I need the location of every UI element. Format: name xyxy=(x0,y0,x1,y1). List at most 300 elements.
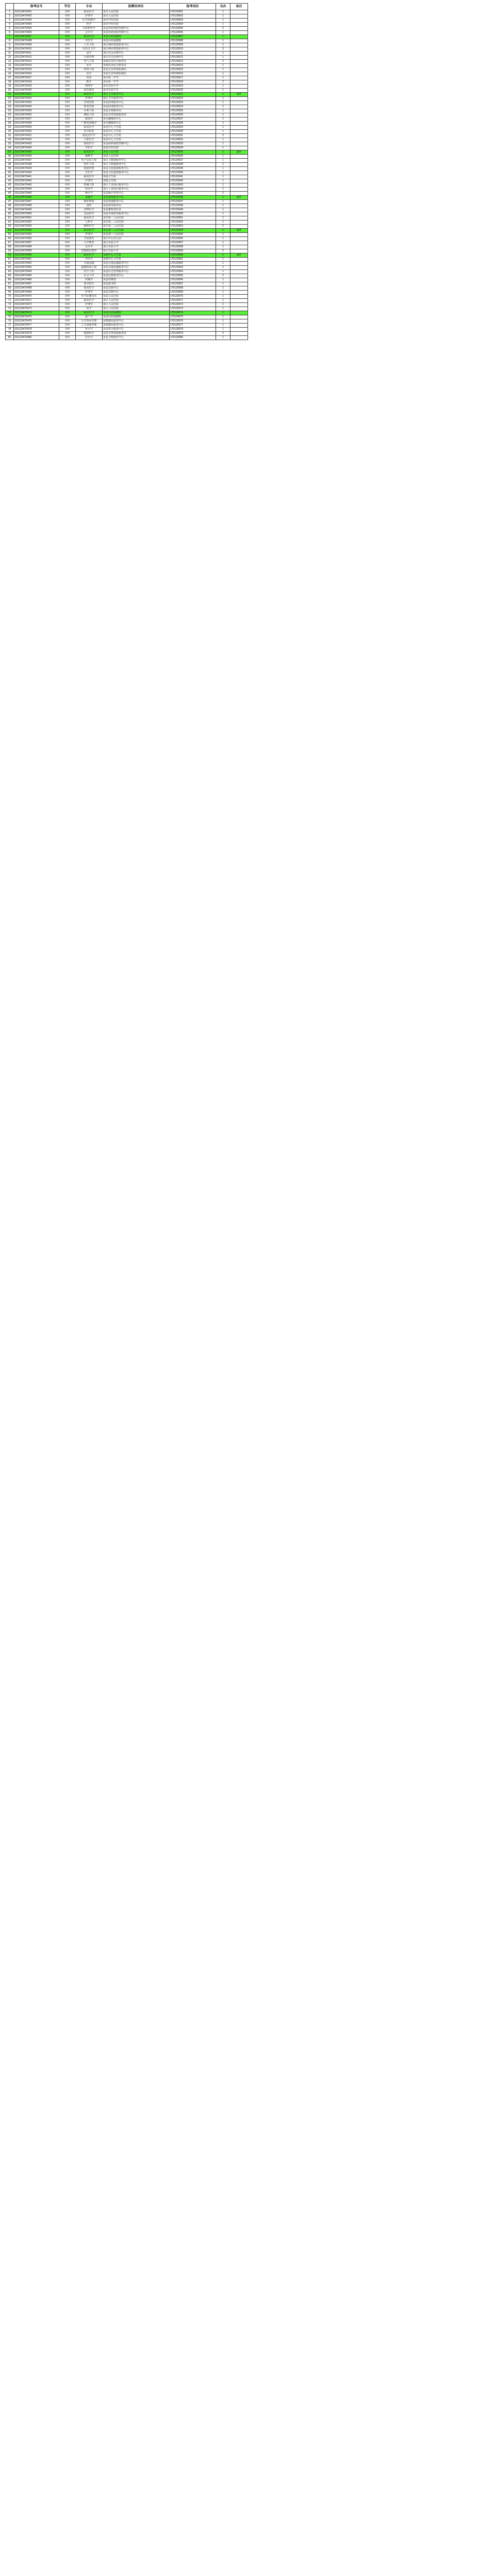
cell-major: 助产学 xyxy=(76,315,103,319)
cell-rank: 1 xyxy=(216,93,230,97)
cell-index: 11 xyxy=(6,52,14,56)
cell-major: 广播电视编导 xyxy=(76,122,103,126)
cell-unit: 某县妇幼保健院 xyxy=(103,315,170,319)
cell-rank: 2 xyxy=(216,27,230,31)
cell-unit: 某区城乡建设服务中心 xyxy=(103,47,170,52)
table-row xyxy=(6,64,248,68)
cell-index: 46 xyxy=(6,196,14,200)
cell-index: 72 xyxy=(6,303,14,307)
cell-education: 本科 xyxy=(59,117,76,122)
cell-post: 170120064 xyxy=(170,270,216,274)
cell-post: 170120074 xyxy=(170,311,216,315)
cell-unit: 某区人民医院 xyxy=(103,303,170,307)
cell-note xyxy=(230,105,248,109)
cell-index: 41 xyxy=(6,175,14,179)
cell-unit: 某区大数据服务中心 xyxy=(103,163,170,167)
cell-unit: 某县统计普查中心 xyxy=(103,192,170,196)
cell-major: 英语 xyxy=(76,76,103,80)
cell-education: 本科 xyxy=(59,19,76,23)
cell-education: 本科 xyxy=(59,183,76,188)
cell-note xyxy=(230,19,248,23)
cell-index: 15 xyxy=(6,68,14,72)
cell-rank: 2 xyxy=(216,163,230,167)
cell-education: 本科 xyxy=(59,23,76,27)
cell-exam-id: 310120470444 xyxy=(14,188,59,192)
cell-exam-id: 310120470455 xyxy=(14,233,59,237)
cell-exam-id: 310120470477 xyxy=(14,324,59,328)
cell-note xyxy=(230,266,248,270)
cell-post: 170120025 xyxy=(170,109,216,113)
cell-major: 护理学 xyxy=(76,179,103,183)
cell-index: 27 xyxy=(6,117,14,122)
cell-post: 170120004 xyxy=(170,23,216,27)
cell-unit: 某县档案馆 xyxy=(103,278,170,282)
cell-rank: 1 xyxy=(216,76,230,80)
cell-education: 本科 xyxy=(59,43,76,47)
cell-index: 30 xyxy=(6,130,14,134)
cell-post: 170120047 xyxy=(170,200,216,204)
cell-index: 76 xyxy=(6,319,14,324)
cell-index: 65 xyxy=(6,274,14,278)
table-row xyxy=(6,56,248,60)
cell-unit: 某市融媒体中心 xyxy=(103,122,170,126)
cell-post: 170120010 xyxy=(170,47,216,52)
cell-education: 本科 xyxy=(59,150,76,155)
cell-rank: 1 xyxy=(216,270,230,274)
cell-education: 本科 xyxy=(59,212,76,216)
cell-post: 170120058 xyxy=(170,245,216,249)
cell-note xyxy=(230,84,248,89)
table-row xyxy=(6,204,248,208)
cell-exam-id: 310120470413 xyxy=(14,60,59,64)
cell-major: 环境工程 xyxy=(76,68,103,72)
cell-education: 本科 xyxy=(59,311,76,315)
cell-index: 37 xyxy=(6,159,14,163)
cell-post: 170120027 xyxy=(170,117,216,122)
cell-unit: 某市第二人民医院 xyxy=(103,221,170,225)
table-row xyxy=(6,183,248,188)
cell-major: 体育教育 xyxy=(76,89,103,93)
cell-major: 临床医学 xyxy=(76,311,103,315)
cell-post: 170120072 xyxy=(170,303,216,307)
cell-unit: 某县疾病预防控制中心 xyxy=(103,31,170,35)
cell-major: 护理学 xyxy=(76,233,103,237)
table-row xyxy=(6,188,248,192)
cell-rank: 1 xyxy=(216,258,230,262)
cell-exam-id: 310120470454 xyxy=(14,229,59,233)
cell-index: 28 xyxy=(6,122,14,126)
cell-index: 39 xyxy=(6,167,14,171)
cell-index: 33 xyxy=(6,142,14,146)
cell-exam-id: 310120470435 xyxy=(14,150,59,155)
table-row xyxy=(6,299,248,303)
cell-education: 本科 xyxy=(59,295,76,299)
cell-index: 23 xyxy=(6,101,14,105)
cell-unit: 某县人民医院 xyxy=(103,150,170,155)
cell-post: 170120036 xyxy=(170,155,216,159)
cell-major: 精神医学 xyxy=(76,225,103,229)
cell-unit: 某市第一中学 xyxy=(103,76,170,80)
cell-index: 3 xyxy=(6,19,14,23)
cell-exam-id: 310120470457 xyxy=(14,241,59,245)
cell-index: 71 xyxy=(6,299,14,303)
cell-rank: 1 xyxy=(216,286,230,291)
cell-note xyxy=(230,31,248,35)
table-row xyxy=(6,60,248,64)
cell-exam-id: 310120470430 xyxy=(14,130,59,134)
cell-rank: 1 xyxy=(216,216,230,221)
cell-index: 47 xyxy=(6,200,14,204)
cell-index: 40 xyxy=(6,171,14,175)
cell-index: 7 xyxy=(6,35,14,39)
cell-index: 24 xyxy=(6,105,14,109)
table-row xyxy=(6,80,248,84)
cell-education: 本科 xyxy=(59,274,76,278)
cell-note xyxy=(230,245,248,249)
table-row xyxy=(6,23,248,27)
cell-post: 170120055 xyxy=(170,233,216,237)
cell-index: 51 xyxy=(6,216,14,221)
cell-post: 170120062 xyxy=(170,262,216,266)
cell-post: 170120057 xyxy=(170,241,216,245)
table-row xyxy=(6,233,248,237)
table-row xyxy=(6,208,248,212)
cell-exam-id: 310120470442 xyxy=(14,179,59,183)
cell-index: 58 xyxy=(6,245,14,249)
cell-major: 医学影像技术 xyxy=(76,295,103,299)
cell-note xyxy=(230,23,248,27)
table-row xyxy=(6,10,248,14)
cell-unit: 某县自然资源服务站 xyxy=(103,113,170,117)
cell-education: 本科 xyxy=(59,204,76,208)
cell-education: 本科 xyxy=(59,221,76,225)
cell-exam-id: 310120470434 xyxy=(14,146,59,150)
cell-unit: 某县第三人民医院 xyxy=(103,229,170,233)
cell-note xyxy=(230,89,248,93)
cell-rank: 1 xyxy=(216,130,230,134)
cell-major: 小学教育 xyxy=(76,241,103,245)
table-body xyxy=(6,10,248,340)
cell-major: 临床医学 xyxy=(76,150,103,155)
cell-exam-id: 310120470466 xyxy=(14,278,59,282)
cell-major: 口腔医学 xyxy=(76,138,103,142)
cell-note xyxy=(230,286,248,291)
cell-note xyxy=(230,35,248,39)
cell-major: 社会工作 xyxy=(76,274,103,278)
col-header-major: 专业 xyxy=(76,4,103,10)
cell-rank: 1 xyxy=(216,64,230,68)
cell-post: 170120021 xyxy=(170,93,216,97)
cell-unit: 某县林业服务站 xyxy=(103,204,170,208)
cell-rank: 1 xyxy=(216,113,230,117)
cell-post: 170120008 xyxy=(170,39,216,43)
cell-major: 临床医学 xyxy=(76,126,103,130)
cell-index: 52 xyxy=(6,221,14,225)
cell-note xyxy=(230,60,248,64)
table-row xyxy=(6,122,248,126)
cell-education: 本科 xyxy=(59,89,76,93)
cell-post: 170120059 xyxy=(170,249,216,253)
cell-note xyxy=(230,72,248,76)
table-row xyxy=(6,105,248,109)
cell-post: 170120005 xyxy=(170,27,216,31)
table-row xyxy=(6,93,248,97)
cell-index: 22 xyxy=(6,97,14,101)
cell-education: 本科 xyxy=(59,192,76,196)
cell-post: 170120032 xyxy=(170,138,216,142)
table-row xyxy=(6,221,248,225)
cell-major: 计算机科学 xyxy=(76,27,103,31)
cell-rank: 1 xyxy=(216,10,230,14)
cell-education: 本科 xyxy=(59,130,76,134)
cell-unit: 某镇卫生院 xyxy=(103,175,170,179)
table-row xyxy=(6,97,248,101)
cell-major: 图书馆学 xyxy=(76,282,103,286)
col-header-unit: 拟聘用单位 xyxy=(103,4,170,10)
cell-education: 本科 xyxy=(59,278,76,282)
cell-major: 园林 xyxy=(76,204,103,208)
cell-post: 170120052 xyxy=(170,221,216,225)
cell-rank: 1 xyxy=(216,324,230,328)
cell-post: 170120007 xyxy=(170,35,216,39)
cell-unit: 某县商务服务中心 xyxy=(103,105,170,109)
cell-unit: 某县疾病预防控制中心 xyxy=(103,27,170,31)
cell-education: 本科 xyxy=(59,155,76,159)
cell-education: 本科 xyxy=(59,266,76,270)
cell-exam-id: 310120470416 xyxy=(14,72,59,76)
cell-post: 170120018 xyxy=(170,80,216,84)
cell-major: 旅游管理 xyxy=(76,167,103,171)
cell-major: 护理学 xyxy=(76,291,103,295)
cell-major: 医学检验 xyxy=(76,130,103,134)
cell-rank: 1 xyxy=(216,212,230,216)
cell-rank: 3 xyxy=(216,47,230,52)
cell-note xyxy=(230,43,248,47)
cell-education: 本科 xyxy=(59,233,76,237)
cell-education: 本科 xyxy=(59,60,76,64)
cell-unit: 某县自然资源服务站 xyxy=(103,332,170,336)
cell-major: 临床医学 xyxy=(76,10,103,14)
cell-index: 1 xyxy=(6,10,14,14)
cell-exam-id: 310120470443 xyxy=(14,183,59,188)
cell-education: 本科 xyxy=(59,56,76,60)
cell-education: 本科 xyxy=(59,134,76,138)
cell-index: 50 xyxy=(6,212,14,216)
cell-unit: 某县急救中心 xyxy=(103,286,170,291)
cell-note xyxy=(230,225,248,229)
cell-note xyxy=(230,307,248,311)
cell-index: 9 xyxy=(6,43,14,47)
cell-rank: 1 xyxy=(216,188,230,192)
cell-rank: 1 xyxy=(216,171,230,175)
table-row xyxy=(6,332,248,336)
cell-exam-id: 310120470463 xyxy=(14,266,59,270)
cell-unit: 某市人民医院 xyxy=(103,10,170,14)
cell-education: 本科 xyxy=(59,324,76,328)
table-row xyxy=(6,291,248,295)
cell-exam-id: 310120470418 xyxy=(14,80,59,84)
cell-rank: 1 xyxy=(216,31,230,35)
cell-note xyxy=(230,117,248,122)
cell-education: 本科 xyxy=(59,286,76,291)
cell-exam-id: 310120470425 xyxy=(14,109,59,113)
cell-post: 170120011 xyxy=(170,52,216,56)
cell-exam-id: 310120470438 xyxy=(14,163,59,167)
table-row xyxy=(6,278,248,282)
cell-exam-id: 310120470402 xyxy=(14,14,59,19)
cell-note xyxy=(230,328,248,332)
table-row xyxy=(6,336,248,340)
cell-exam-id: 310120470415 xyxy=(14,68,59,72)
table-row xyxy=(6,253,248,258)
cell-note xyxy=(230,163,248,167)
cell-note xyxy=(230,282,248,286)
cell-note xyxy=(230,175,248,179)
cell-major: 电子信息工程 xyxy=(76,159,103,163)
cell-major: 学前教育 xyxy=(76,237,103,241)
cell-rank: 2 xyxy=(216,332,230,336)
cell-index: 48 xyxy=(6,204,14,208)
cell-major: 数学 xyxy=(76,80,103,84)
cell-major: 道路桥梁工程 xyxy=(76,266,103,270)
cell-index: 20 xyxy=(6,89,14,93)
cell-post: 170120051 xyxy=(170,216,216,221)
cell-unit: 某市实验中学 xyxy=(103,84,170,89)
table-row xyxy=(6,146,248,150)
cell-unit: 某县交通运输服务中心 xyxy=(103,266,170,270)
cell-exam-id: 310120470422 xyxy=(14,97,59,101)
cell-index: 69 xyxy=(6,291,14,295)
cell-exam-id: 310120470427 xyxy=(14,117,59,122)
cell-exam-id: 310120470480 xyxy=(14,336,59,340)
cell-exam-id: 310120470414 xyxy=(14,64,59,68)
cell-exam-id: 310120470465 xyxy=(14,274,59,278)
col-header-rank: 名次 xyxy=(216,4,230,10)
cell-major: 财务管理 xyxy=(76,105,103,109)
cell-note xyxy=(230,134,248,138)
cell-exam-id: 310120470432 xyxy=(14,138,59,142)
cell-note xyxy=(230,101,248,105)
cell-major: 历史学 xyxy=(76,336,103,340)
cell-exam-id: 310120470411 xyxy=(14,52,59,56)
table-row xyxy=(6,266,248,270)
cell-major: 预防医学 xyxy=(76,142,103,146)
cell-note xyxy=(230,270,248,274)
cell-exam-id: 310120470409 xyxy=(14,43,59,47)
cell-index: 18 xyxy=(6,80,14,84)
cell-rank: 1 xyxy=(216,138,230,142)
cell-unit: 某县应急管理服务中心 xyxy=(103,270,170,274)
cell-post: 170120019 xyxy=(170,84,216,89)
cell-rank: 1 xyxy=(216,43,230,47)
cell-post: 170120045 xyxy=(170,192,216,196)
cell-note xyxy=(230,295,248,299)
table-row xyxy=(6,196,248,200)
cell-index: 5 xyxy=(6,27,14,31)
table-row xyxy=(6,68,248,72)
table-row xyxy=(6,286,248,291)
cell-rank: 1 xyxy=(216,109,230,113)
table-row xyxy=(6,138,248,142)
cell-major: 化学 xyxy=(76,72,103,76)
cell-major: 土木工程 xyxy=(76,43,103,47)
cell-education: 本科 xyxy=(59,237,76,241)
cell-rank: 1 xyxy=(216,23,230,27)
cell-index: 2 xyxy=(6,14,14,19)
cell-exam-id: 310120470450 xyxy=(14,212,59,216)
cell-exam-id: 310120470470 xyxy=(14,295,59,299)
cell-note xyxy=(230,10,248,14)
col-header-index xyxy=(6,4,14,10)
cell-unit: 某区社会治理中心 xyxy=(103,56,170,60)
cell-education: 本科 xyxy=(59,105,76,109)
cell-education: 本科 xyxy=(59,109,76,113)
cell-index: 43 xyxy=(6,183,14,188)
table-row xyxy=(6,76,248,80)
cell-post: 170120040 xyxy=(170,171,216,175)
cell-unit: 某市第二人民医院 xyxy=(103,216,170,221)
cell-exam-id: 310120470448 xyxy=(14,204,59,208)
cell-index: 16 xyxy=(6,72,14,76)
cell-unit: 某镇中心卫生院 xyxy=(103,258,170,262)
cell-major: 法学 xyxy=(76,52,103,56)
cell-index: 45 xyxy=(6,192,14,196)
cell-note xyxy=(230,109,248,113)
cell-exam-id: 310120470424 xyxy=(14,105,59,109)
cell-post: 170120037 xyxy=(170,159,216,163)
cell-education: 本科 xyxy=(59,319,76,324)
cell-major: 行政管理 xyxy=(76,56,103,60)
cell-major: 临床医学 xyxy=(76,253,103,258)
cell-post: 170120030 xyxy=(170,130,216,134)
cell-exam-id: 310120470464 xyxy=(14,270,59,274)
cell-major: 农学 xyxy=(76,64,103,68)
cell-post: 170120041 xyxy=(170,175,216,179)
cell-education: 本科 xyxy=(59,97,76,101)
cell-post: 170120015 xyxy=(170,68,216,72)
cell-education: 本科 xyxy=(59,113,76,117)
cell-post: 170120048 xyxy=(170,204,216,208)
cell-note xyxy=(230,76,248,80)
table-row xyxy=(6,262,248,266)
cell-exam-id: 310120470445 xyxy=(14,192,59,196)
cell-exam-id: 310120470453 xyxy=(14,225,59,229)
cell-education: 本科 xyxy=(59,80,76,84)
cell-note xyxy=(230,303,248,307)
cell-education: 本科 xyxy=(59,253,76,258)
cell-education: 本科 xyxy=(59,328,76,332)
cell-rank: 1 xyxy=(216,39,230,43)
cell-post: 170120042 xyxy=(170,179,216,183)
cell-education: 本科 xyxy=(59,332,76,336)
cell-rank: 2 xyxy=(216,105,230,109)
cell-exam-id: 310120470446 xyxy=(14,196,59,200)
cell-index: 32 xyxy=(6,138,14,142)
cell-unit: 某区大数据服务中心 xyxy=(103,159,170,163)
cell-exam-id: 310120470428 xyxy=(14,122,59,126)
cell-major: 公共事业管理 xyxy=(76,319,103,324)
cell-education: 本科 xyxy=(59,196,76,200)
cell-major: 动物医学 xyxy=(76,208,103,212)
cell-major: 中药学 xyxy=(76,146,103,150)
table-row xyxy=(6,117,248,122)
cell-education: 本科 xyxy=(59,175,76,179)
cell-rank: 1 xyxy=(216,35,230,39)
cell-exam-id: 310120470429 xyxy=(14,126,59,130)
cell-post: 170120068 xyxy=(170,286,216,291)
table-row xyxy=(6,179,248,183)
cell-unit: 某镇便民服务中心 xyxy=(103,324,170,328)
